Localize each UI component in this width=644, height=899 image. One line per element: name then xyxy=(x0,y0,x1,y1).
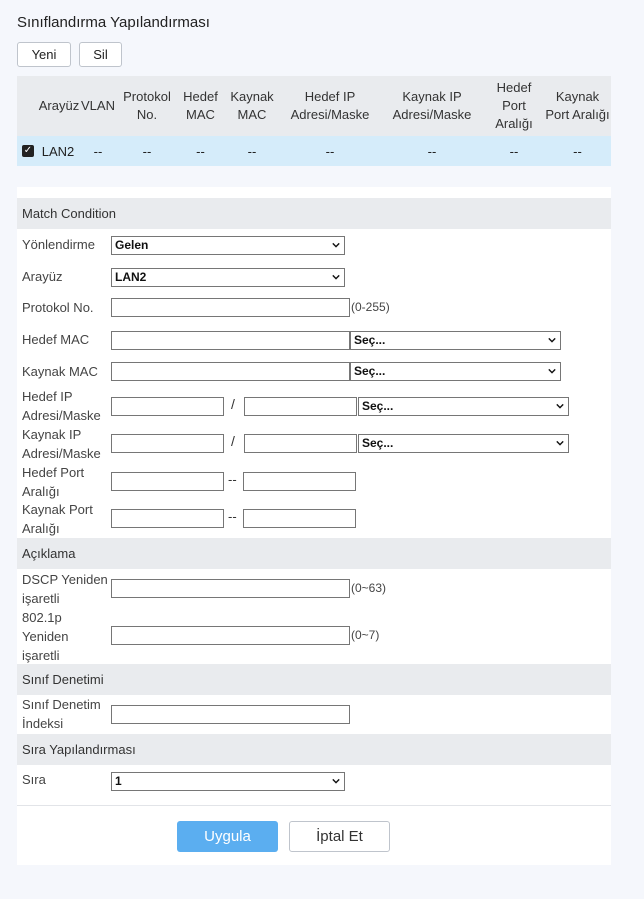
src-port-from-input[interactable] xyxy=(111,509,224,528)
p8021-input[interactable] xyxy=(111,626,350,645)
interface-select[interactable] xyxy=(111,268,345,287)
dest-port-to-input[interactable] xyxy=(243,472,356,491)
src-mac-select[interactable] xyxy=(350,362,561,381)
header-interface: Arayüz xyxy=(38,98,80,113)
cell-protocol: -- xyxy=(142,143,152,159)
dest-mask-input[interactable] xyxy=(244,397,357,416)
dest-mac-input[interactable] xyxy=(111,331,350,350)
header-dest-ip: Hedef IP Adresi/Maske xyxy=(290,89,370,122)
class-index-label-line1: Sınıf Denetim xyxy=(22,697,101,712)
src-port-label-line2: Aralığı xyxy=(22,521,60,536)
cancel-button[interactable]: İptal Et xyxy=(289,821,390,852)
dest-ip-label-line1: Hedef IP xyxy=(22,389,73,404)
dest-port-label xyxy=(22,463,84,501)
dscp-label xyxy=(22,570,108,608)
header-dest-port: Hedef Port Aralığı xyxy=(495,80,533,131)
src-mask-input[interactable] xyxy=(244,434,357,453)
dest-ip-label-line2: Adresi/Maske xyxy=(22,408,101,423)
chevron-down-icon xyxy=(548,367,556,375)
p8021-label xyxy=(22,608,69,665)
dest-mac-select[interactable] xyxy=(350,331,561,350)
table-row[interactable] xyxy=(17,136,611,166)
dest-ip-input[interactable] xyxy=(111,397,224,416)
src-mac-select-value: Seç... xyxy=(354,364,386,378)
dest-port-label-line2: Aralığı xyxy=(22,484,60,499)
direction-select-value: Gelen xyxy=(115,238,149,252)
src-ip-select-value: Seç... xyxy=(362,436,394,450)
dest-port-label-line1: Hedef Port xyxy=(22,465,85,480)
dscp-label-line2: işaretli xyxy=(22,591,60,606)
class-index-input[interactable] xyxy=(111,705,350,724)
src-ip-label xyxy=(22,425,101,463)
src-ip-input[interactable] xyxy=(111,434,224,453)
src-ip-label-line1: Kaynak IP xyxy=(22,427,82,442)
direction-label: Yönlendirme xyxy=(22,237,95,252)
header-src-port: Kaynak Port Aralığı xyxy=(545,89,610,122)
interface-select-value: LAN2 xyxy=(115,270,147,284)
src-mac-label: Kaynak MAC xyxy=(22,364,98,379)
dscp-input[interactable] xyxy=(111,579,350,598)
cell-dest-port: -- xyxy=(509,143,519,159)
section-description: Açıklama xyxy=(17,538,611,569)
apply-button[interactable]: Uygula xyxy=(177,821,278,852)
section-class-control: Sınıf Denetimi xyxy=(17,664,611,695)
protocol-hint: (0-255) xyxy=(351,300,390,314)
src-mac-input[interactable] xyxy=(111,362,350,381)
cell-vlan: -- xyxy=(93,143,103,159)
chevron-down-icon xyxy=(332,777,340,785)
chevron-down-icon xyxy=(332,241,340,249)
header-dest-mac: Hedef MAC xyxy=(183,89,218,122)
interface-label: Arayüz xyxy=(22,269,63,284)
classification-form xyxy=(17,187,611,865)
p8021-label-line1: 802.1p xyxy=(22,610,62,625)
src-port-label-line1: Kaynak Port xyxy=(22,502,93,517)
p8021-hint: (0~7) xyxy=(351,628,380,642)
dscp-hint: (0~63) xyxy=(351,581,387,595)
delete-button[interactable]: Sil xyxy=(79,42,122,67)
dscp-label-line1: DSCP Yeniden xyxy=(22,572,108,587)
cell-interface: LAN2 xyxy=(41,143,75,159)
form-divider xyxy=(17,805,611,806)
src-ip-slash: / xyxy=(231,433,235,449)
new-button[interactable]: Yeni xyxy=(17,42,71,67)
src-port-dash: -- xyxy=(228,509,237,524)
row-checkbox[interactable]: ✓ xyxy=(23,145,33,156)
dest-ip-label xyxy=(22,387,101,425)
page-title: Sınıflandırma Yapılandırması xyxy=(17,14,210,31)
header-src-ip: Kaynak IP Adresi/Maske xyxy=(392,89,472,122)
dest-port-from-input[interactable] xyxy=(111,472,224,491)
header-src-mac: Kaynak MAC xyxy=(230,89,274,122)
cell-src-port: -- xyxy=(573,143,582,159)
cell-dest-ip: -- xyxy=(325,143,335,159)
dest-mac-select-value: Seç... xyxy=(354,333,386,347)
chevron-down-icon xyxy=(556,402,564,410)
queue-select-value: 1 xyxy=(115,774,122,788)
section-queue: Sıra Yapılandırması xyxy=(17,734,611,765)
p8021-label-line2: Yeniden xyxy=(22,629,69,644)
table-header xyxy=(17,76,611,136)
class-index-label-line2: İndeksi xyxy=(22,716,64,731)
direction-select[interactable] xyxy=(111,236,345,255)
dest-ip-slash: / xyxy=(231,396,235,412)
dest-mac-label: Hedef MAC xyxy=(22,332,90,347)
section-match-condition: Match Condition xyxy=(17,198,611,229)
protocol-input[interactable] xyxy=(111,298,350,317)
src-ip-label-line2: Adresi/Maske xyxy=(22,446,101,461)
dest-ip-select-value: Seç... xyxy=(362,399,394,413)
src-port-to-input[interactable] xyxy=(243,509,356,528)
src-port-label xyxy=(22,500,93,538)
class-index-label xyxy=(22,695,101,733)
queue-select[interactable] xyxy=(111,772,345,791)
dest-port-dash: -- xyxy=(228,472,237,487)
protocol-label: Protokol No. xyxy=(22,300,94,315)
chevron-down-icon xyxy=(548,336,556,344)
chevron-down-icon xyxy=(332,273,340,281)
chevron-down-icon xyxy=(556,439,564,447)
cell-src-mac: -- xyxy=(247,143,257,159)
p8021-label-line3: işaretli xyxy=(22,648,60,663)
header-protocol: Protokol No. xyxy=(123,89,171,122)
queue-label: Sıra xyxy=(22,772,46,787)
dest-ip-select[interactable] xyxy=(358,397,569,416)
header-vlan: VLAN xyxy=(81,98,115,113)
cell-src-ip: -- xyxy=(427,143,437,159)
classification-table xyxy=(17,76,611,166)
cell-dest-mac: -- xyxy=(196,143,205,159)
src-ip-select[interactable] xyxy=(358,434,569,453)
